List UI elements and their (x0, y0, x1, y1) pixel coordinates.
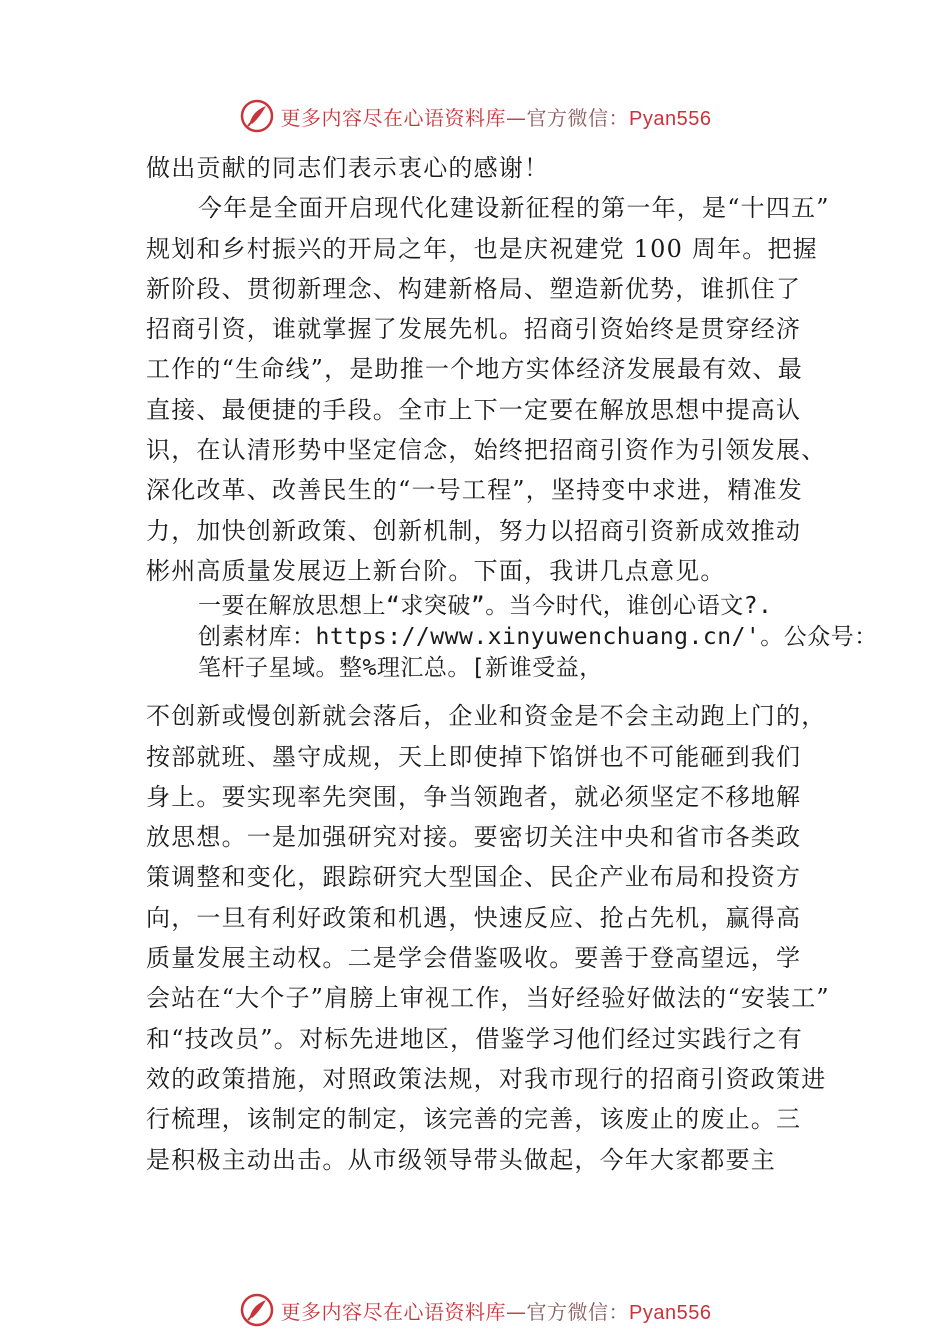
text-line: 和“技改员”。对标先进地区，借鉴学习他们经过实践行之有 (146, 1024, 803, 1053)
brand-logo-icon (239, 1292, 275, 1328)
text-line: 效的政策措施，对照政策法规，对我市现行的招商引资政策进 (146, 1064, 827, 1093)
inserted-line: 创素材库：https://www.xinyuwenchuang.cn/'。公众号： (198, 624, 878, 651)
watermark-label: 官方微信： (526, 105, 630, 130)
inserted-line: 笔杆子星域。整%理汇总。[新谁受益， (198, 655, 603, 682)
text-line: 质量发展主动权。二是学会借鉴吸收。要善于登高望远，学 (146, 944, 802, 973)
text-line: 招商引资，谁就掌握了发展先机。招商引资始终是贯穿经济 (146, 315, 802, 344)
text-line: 新阶段、贯彻新理念、构建新格局、塑造新优势，谁抓住了 (146, 274, 802, 303)
watermark-wechat-id: Pyan556 (629, 1301, 712, 1324)
paragraph-start: 今年是全面开启现代化建设新征程的第一年，是“十四五” (198, 194, 830, 223)
text-line: 直接、最便捷的手段。全市上下一定要在解放思想中提高认 (146, 395, 802, 424)
brand-logo-icon (239, 98, 275, 134)
watermark-dash: — (506, 105, 527, 130)
text-line: 识，在认清形势中坚定信念，始终把招商引资作为引领发展、 (146, 436, 827, 465)
text-line: 做出贡献的同志们表示衷心的感谢！ (146, 154, 550, 182)
text-line: 策调整和变化，跟踪研究大型国企、民企产业布局和投资方 (146, 863, 802, 892)
text-line: 行梳理，该制定的制定，该完善的完善，该废止的废止。三 (146, 1105, 802, 1134)
spacer (146, 684, 836, 696)
watermark-brand: 更多内容尽在心语资料库 (280, 105, 507, 130)
text-line: 深化改革、改善民生的“一号工程”，坚持变中求进，精准发 (146, 476, 803, 505)
text-line: 不创新或慢创新就会落后，企业和资金是不会主动跑上门的， (146, 702, 827, 731)
text-line: 工作的“生命线”，是助推一个地方实体经济发展最有效、最 (146, 355, 803, 384)
footer-watermark (0, 1290, 950, 1330)
text-line: 会站在“大个子”肩膀上审视工作，当好经验好做法的“安装工” (146, 984, 830, 1013)
inserted-watermark-block (198, 591, 878, 684)
inserted-line: 一要在解放思想上“求突破”。当今时代，谁创心语文?. (198, 593, 773, 620)
document-body (146, 148, 878, 1180)
text-line: 身上。要实现率先突围，争当领跑者，就必须坚定不移地解 (146, 782, 802, 811)
watermark-wechat-id: Pyan556 (629, 107, 712, 130)
header-watermark (0, 96, 950, 136)
text-line: 向，一旦有利好政策和机遇，快速反应、抢占先机，赢得高 (146, 903, 802, 932)
text-line: 按部就班、墨守成规，天上即使掉下馅饼也不可能砸到我们 (146, 742, 802, 771)
text-line: 放思想。一是加强研究对接。要密切关注中央和省市各类政 (146, 823, 802, 852)
text-line: 规划和乡村振兴的开局之年，也是庆祝建党 100 周年。把握 (146, 234, 818, 263)
text-line: 彬州高质量发展迈上新台阶。下面，我讲几点意见。 (146, 556, 726, 585)
text-line: 力，加快创新政策、创新机制，努力以招商引资新成效推动 (146, 516, 802, 545)
watermark-brand: 更多内容尽在心语资料库 (280, 1299, 507, 1324)
watermark-label: 官方微信： (526, 1299, 630, 1324)
watermark-dash: — (506, 1299, 527, 1324)
text-line: 是积极主动出击。从市级领导带头做起，今年大家都要主 (146, 1145, 776, 1174)
